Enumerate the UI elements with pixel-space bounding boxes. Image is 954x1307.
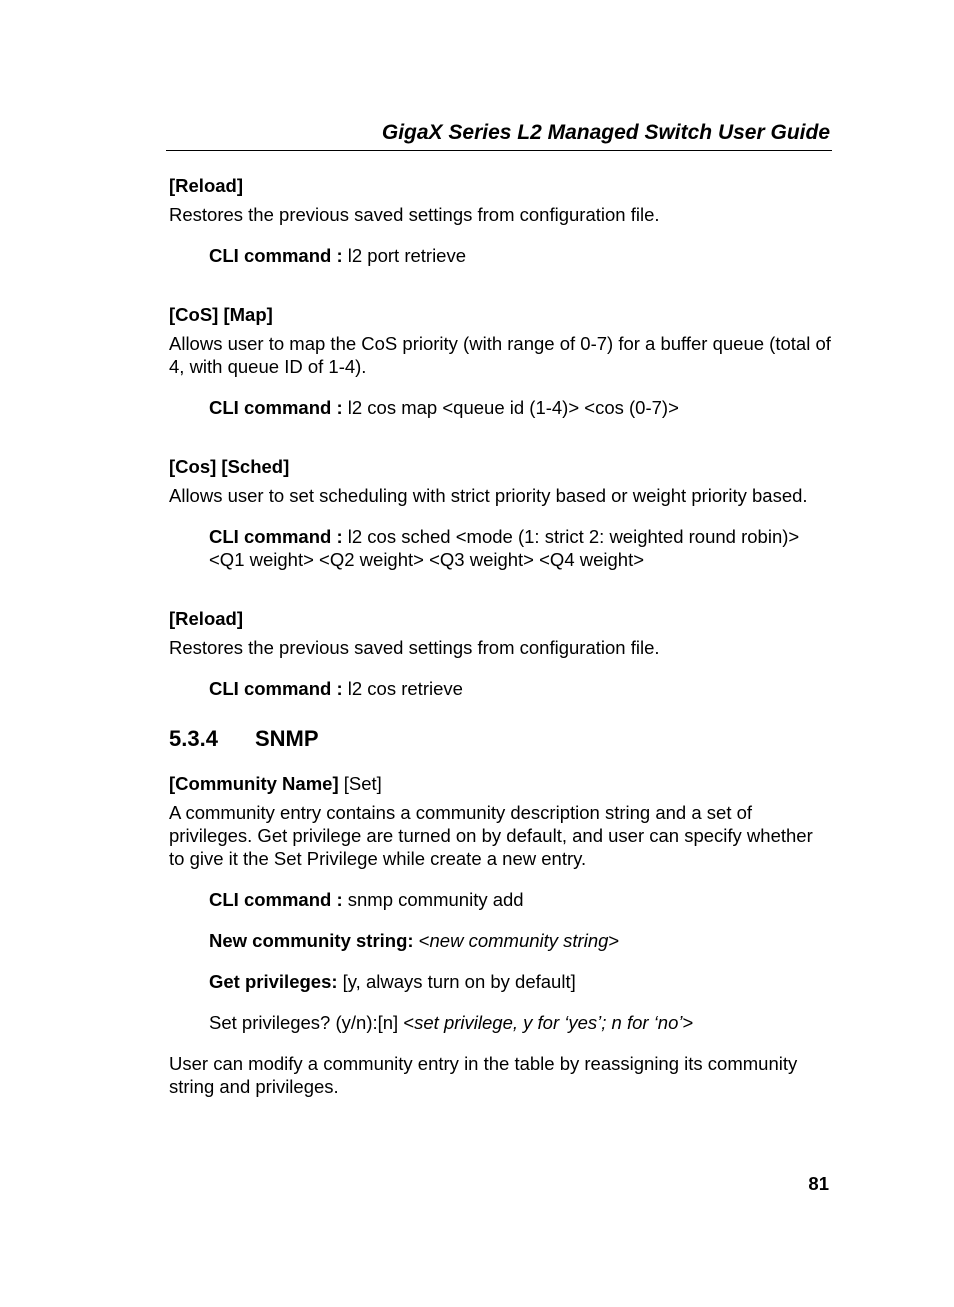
header-rule	[166, 150, 832, 151]
community-heading	[169, 772, 833, 795]
cos-sched-heading: [Cos] [Sched]	[169, 456, 290, 477]
community-heading-bold: [Community Name]	[169, 773, 339, 794]
cli-command-line	[209, 525, 833, 571]
cli-label: CLI command :	[209, 526, 343, 547]
community-heading-rest: [Set]	[338, 773, 382, 794]
set-privileges-plain: Set privileges? (y/n):[n] <	[209, 1012, 415, 1033]
cli-value: l2 cos retrieve	[342, 678, 463, 699]
cli-label: CLI command :	[209, 397, 343, 418]
cli-value: l2 cos map <queue id (1-4)> <cos (0-7)>	[342, 397, 679, 418]
reload-heading: [Reload]	[169, 608, 243, 629]
new-community-italic: new community string	[429, 930, 609, 951]
get-privileges-line	[209, 970, 833, 993]
section-heading	[169, 724, 833, 754]
cos-sched-description: Allows user to set scheduling with strict priority based or weight priority based.	[169, 485, 808, 506]
cli-command-line	[209, 677, 833, 700]
cli-value: l2 cos sched <mode (1: strict 2: weighted round robin)> <Q1 weight> <Q2 weight> <Q3 weight> <Q4 weight>	[209, 526, 800, 570]
reload-description: Restores the previous saved settings from configuration file.	[169, 637, 660, 658]
section-number: 5.3.4	[169, 726, 218, 751]
community-description: A community entry contains a community description string and a set of privileges. Get privilege are turned on by default, and user can specify whether to give it the Set Privilege while create a new entry.	[169, 802, 813, 869]
community-modify-text: User can modify a community entry in the table by reassigning its community string and privileges.	[169, 1053, 798, 1097]
cli-label: CLI command :	[209, 678, 343, 699]
cli-value: l2 port retrieve	[342, 245, 467, 266]
section-title: SNMP	[255, 726, 319, 751]
new-community-string-line	[209, 929, 833, 952]
reload-heading: [Reload]	[169, 175, 243, 196]
cos-map-heading: [CoS] [Map]	[169, 304, 273, 325]
new-community-label: New community string:	[209, 930, 414, 951]
cli-value: snmp community add	[342, 889, 524, 910]
set-privileges-line	[209, 1011, 833, 1034]
set-privileges-post: >	[682, 1012, 694, 1033]
reload-description: Restores the previous saved settings from configuration file.	[169, 204, 660, 225]
new-community-post: >	[608, 930, 620, 951]
cli-label: CLI command :	[209, 245, 343, 266]
set-privileges-italic: set privilege, y for ‘yes’; n for ‘no’	[414, 1012, 683, 1033]
running-header-title: GigaX Series L2 Managed Switch User Guide	[381, 121, 830, 144]
get-privileges-value: [y, always turn on by default]	[337, 971, 576, 992]
page-content	[169, 174, 833, 1098]
cli-command-line	[209, 244, 833, 267]
cli-command-line	[209, 396, 833, 419]
cos-map-description: Allows user to map the CoS priority (with range of 0-7) for a buffer queue (total of 4, with queue ID of 1-4).	[169, 333, 831, 377]
cli-command-line	[209, 888, 833, 911]
get-privileges-label: Get privileges:	[209, 971, 338, 992]
page-number: 81	[808, 1173, 829, 1194]
new-community-pre: <	[413, 930, 430, 951]
cli-label: CLI command :	[209, 889, 343, 910]
